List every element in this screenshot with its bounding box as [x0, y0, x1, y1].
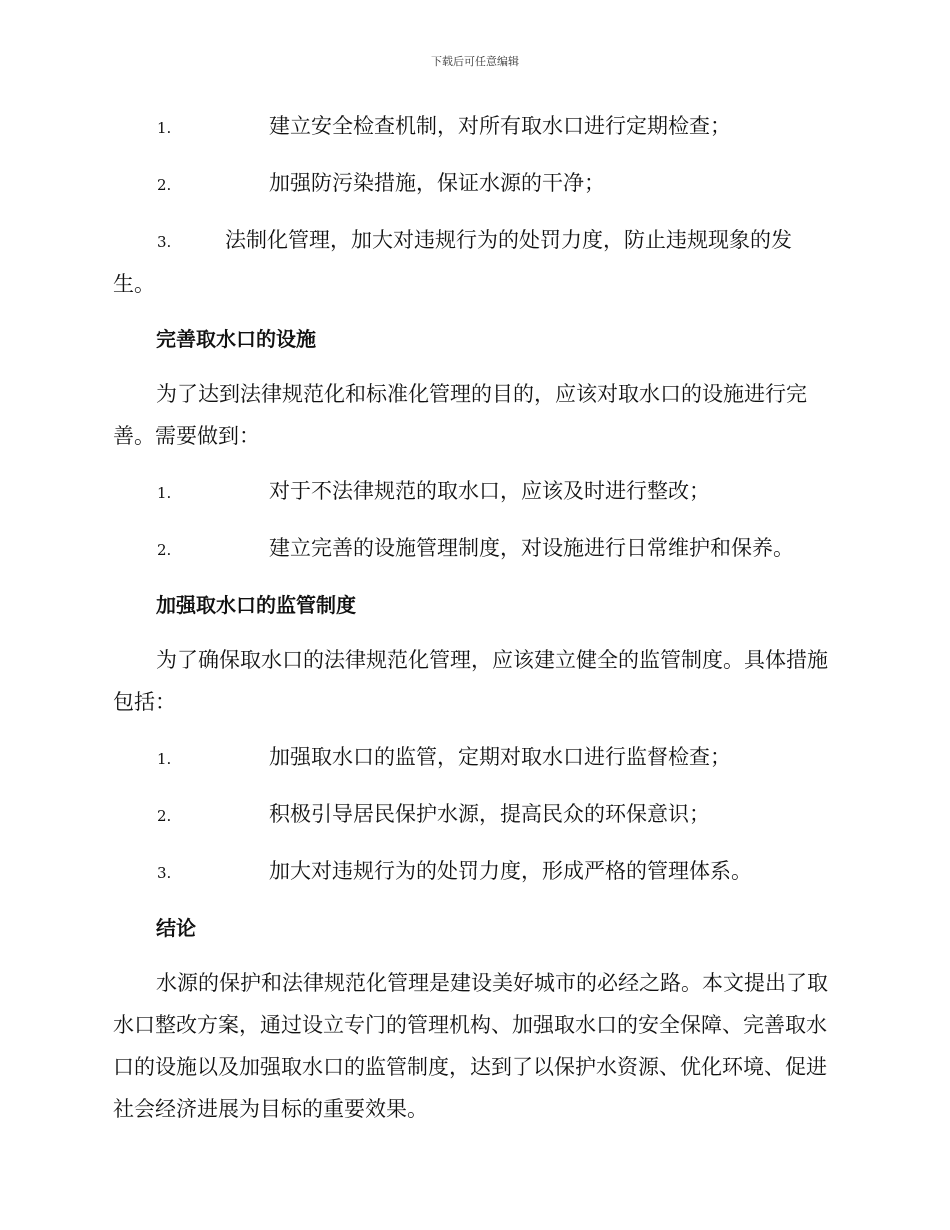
- list-item: [113, 219, 833, 305]
- section-heading: 结论: [156, 916, 196, 940]
- list-item: [113, 470, 833, 514]
- list-item: [113, 736, 833, 780]
- list-number: 2.: [157, 807, 172, 825]
- list-text: 积极引导居民保护水源，提高民众的环保意识；: [269, 802, 710, 826]
- list-number: 1.: [157, 750, 172, 768]
- paragraph: 水源的保护和法律规范化管理是建设美好城市的必经之路。本文提出了取水口整改方案，通过设立专门的管理机构、加强取水口的安全保障、完善取水口的设施以及加强取水口的监管制度，达到了以保护水资源、优化环境、促进社会经济进展为目标的重要效果。: [113, 971, 828, 1121]
- list-text: 加强防污染措施，保证水源的干净；: [269, 171, 605, 195]
- list-number: 1.: [157, 119, 172, 137]
- list-text: 建立安全检查机制，对所有取水口进行定期检查；: [269, 114, 731, 138]
- list-text: 对于不法律规范的取水口，应该及时进行整改；: [269, 479, 710, 503]
- list-item: [113, 527, 833, 571]
- list-number: 2.: [157, 541, 172, 559]
- list-number: 3.: [157, 864, 172, 882]
- list-item: [113, 850, 833, 894]
- list-number: 1.: [157, 484, 172, 502]
- paragraph: 为了确保取水口的法律规范化管理，应该建立健全的监管制度。具体措施包括：: [113, 648, 828, 714]
- list-item: [113, 105, 833, 149]
- list-number: 3.: [157, 233, 172, 251]
- list-item: [113, 162, 833, 206]
- list-text: 加大对违规行为的处罚力度，形成严格的管理体系。: [269, 859, 752, 883]
- list-text: 法制化管理，加大对违规行为的处罚力度，防止违规现象的发生。: [113, 228, 792, 296]
- paragraph: 为了达到法律规范化和标准化管理的目的，应该对取水口的设施进行完善。需要做到：: [113, 382, 807, 448]
- section-heading: 完善取水口的设施: [156, 327, 316, 351]
- list-text: 建立完善的设施管理制度，对设施进行日常维护和保养。: [269, 536, 794, 560]
- list-item: [113, 793, 833, 837]
- section-heading: 加强取水口的监管制度: [156, 593, 356, 617]
- page-header: 下载后可任意编辑: [431, 55, 519, 68]
- list-text: 加强取水口的监管，定期对取水口进行监督检查；: [269, 745, 731, 769]
- document-body: [113, 105, 833, 1143]
- list-number: 2.: [157, 176, 172, 194]
